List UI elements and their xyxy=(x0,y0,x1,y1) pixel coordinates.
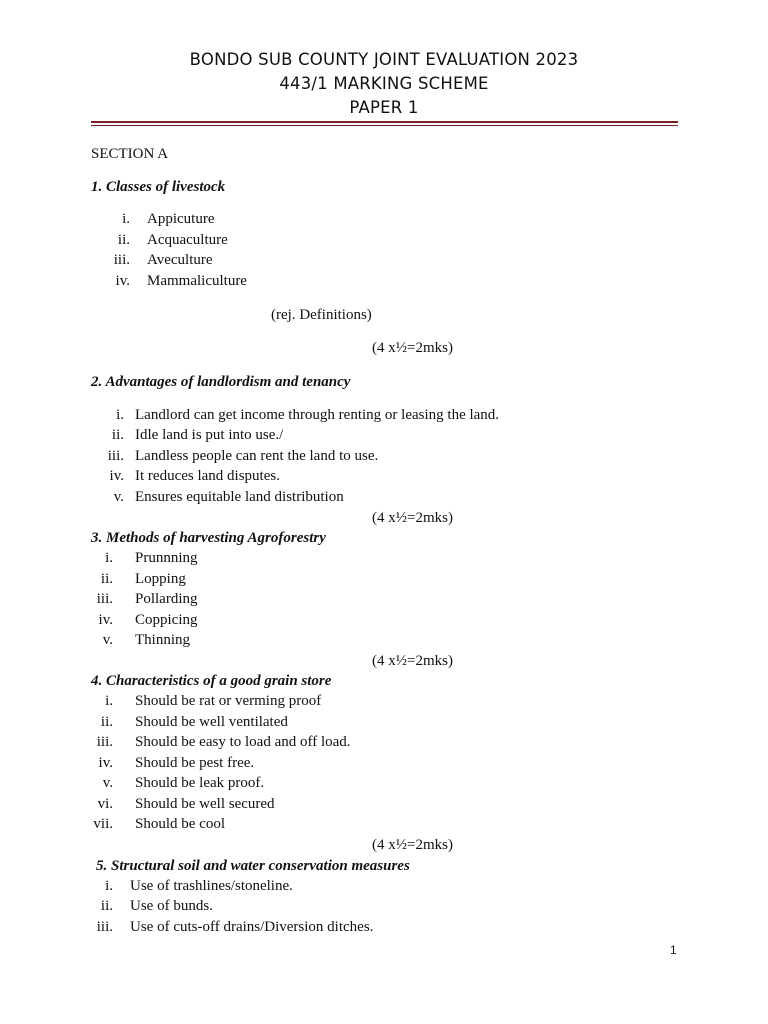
list-item-number: i. xyxy=(105,550,113,566)
list-item-number: v. xyxy=(113,488,124,505)
list-item-number: iii. xyxy=(96,918,113,935)
page-number: 1 xyxy=(670,943,677,957)
list-item-number: iii. xyxy=(113,252,130,269)
list-item-number: ii. xyxy=(117,231,130,248)
list-item-number: iv. xyxy=(115,273,130,290)
header-subtitle: 443/1 MARKING SCHEME xyxy=(279,74,489,93)
q1-note: (rej. Definitions) xyxy=(271,307,372,323)
list-item: Should be well secured xyxy=(135,795,275,812)
list-item: Use of trashlines/stoneline. xyxy=(130,878,293,894)
list-item: Should be easy to load and off load. xyxy=(135,734,351,750)
header-paper: PAPER 1 xyxy=(349,98,419,117)
list-item: Lopping xyxy=(135,570,186,587)
list-item: Mammaliculture xyxy=(147,273,247,290)
q4-title: 4. Characteristics of a good grain store xyxy=(91,673,332,689)
list-item-number: iv. xyxy=(109,468,124,485)
list-item-number: iii. xyxy=(107,447,124,464)
list-item: Aveculture xyxy=(147,252,213,269)
list-item-number: ii. xyxy=(100,713,113,730)
list-item-number: vii. xyxy=(93,816,113,832)
list-item: Prunnning xyxy=(135,550,198,566)
list-item-number: i. xyxy=(105,693,113,709)
list-item: Should be pest free. xyxy=(135,754,255,771)
q2-title: 2. Advantages of landlordism and tenancy xyxy=(91,374,351,390)
list-item: Landless people can rent the land to use. xyxy=(135,447,379,464)
list-item-number: iii. xyxy=(96,734,113,750)
q3-marks: (4 x½=2mks) xyxy=(372,653,453,669)
list-item: Thinning xyxy=(135,632,190,648)
list-item: Should be leak proof. xyxy=(135,775,265,791)
list-item-number: iv. xyxy=(98,754,113,771)
q1-title: 1. Classes of livestock xyxy=(91,179,226,195)
list-item: Should be cool xyxy=(135,816,225,832)
list-item-number: i. xyxy=(116,407,124,423)
list-item-number: iv. xyxy=(98,611,113,628)
list-item: Pollarding xyxy=(135,591,198,607)
list-item: Should be well ventilated xyxy=(135,713,288,730)
list-item: Use of bunds. xyxy=(130,898,213,915)
list-item: Landlord can get income through renting or leasing the land. xyxy=(135,407,500,423)
header-rule-thin xyxy=(91,125,678,126)
list-item-number: i. xyxy=(105,878,113,894)
list-item-number: ii. xyxy=(100,898,113,915)
list-item-number: ii. xyxy=(100,570,113,587)
list-item-number: iii. xyxy=(96,591,113,607)
q4-marks: (4 x½=2mks) xyxy=(372,837,453,853)
q3-title: 3. Methods of harvesting Agroforestry xyxy=(91,530,326,546)
list-item-number: i. xyxy=(122,211,130,227)
list-item: Ensures equitable land distribution xyxy=(135,488,344,505)
list-item: Use of cuts-off drains/Diversion ditches. xyxy=(130,918,374,935)
list-item-number: vi. xyxy=(97,795,113,812)
list-item: Should be rat or verming proof xyxy=(135,693,322,709)
list-item: Acquaculture xyxy=(147,231,228,248)
list-item: Idle land is put into use./ xyxy=(135,427,284,444)
list-item: It reduces land disputes. xyxy=(135,468,280,485)
header-rule-thick xyxy=(91,121,678,123)
list-item: Coppicing xyxy=(135,611,198,628)
list-item-number: v. xyxy=(102,775,113,791)
list-item-number: ii. xyxy=(111,427,124,444)
list-item-number: v. xyxy=(102,632,113,648)
section-label: SECTION A xyxy=(91,146,169,162)
document-header xyxy=(0,48,768,120)
q5-title: 5. Structural soil and water conservation measures xyxy=(96,858,410,874)
header-title: BONDO SUB COUNTY JOINT EVALUATION 2023 xyxy=(189,50,579,69)
list-item: Appicuture xyxy=(147,211,215,227)
q1-marks: (4 x½=2mks) xyxy=(372,340,453,356)
q2-marks: (4 x½=2mks) xyxy=(372,510,453,526)
